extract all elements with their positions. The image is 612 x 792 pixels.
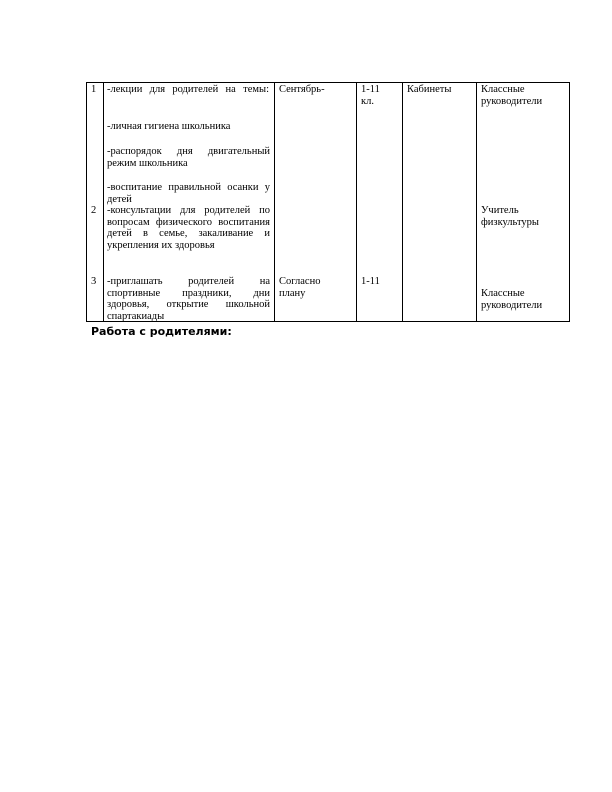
responsible-value: Учитель физкультуры <box>481 205 539 228</box>
activity-line: -консультации для родителей по вопросам физического воспитания детей в семье, закаливание и укрепления их здоровья <box>107 205 270 251</box>
parents-work-table <box>86 82 570 322</box>
table-row <box>87 83 570 322</box>
class-cell <box>357 83 403 322</box>
date-value: Согласно плану <box>279 276 321 299</box>
class-value: 1-11 <box>361 276 380 287</box>
row-number: 3 <box>91 276 97 287</box>
activity-line: -воспитание правильной осанки у детей <box>107 182 270 205</box>
activity-line: -личная гигиена школьника <box>107 121 231 132</box>
responsible-value: Классные руководители <box>481 84 543 107</box>
date-cell <box>275 83 357 322</box>
row-number: 2 <box>91 205 97 216</box>
date-value: Сентябрь- <box>279 84 325 95</box>
activity-cell <box>104 83 275 322</box>
activity-line: -распорядок дня двигательный режим школьника <box>107 146 270 169</box>
class-value: 1-11 кл. <box>361 84 380 107</box>
place-cell <box>403 83 477 322</box>
row-number: 1 <box>91 84 97 95</box>
activity-line: -лекции для родителей на темы: <box>107 84 269 95</box>
place-value: Кабинеты <box>407 84 452 95</box>
responsible-cell <box>477 83 570 322</box>
number-cell <box>87 83 104 322</box>
section-heading: Работа с родителями: <box>91 325 232 338</box>
responsible-value: Классные руководители <box>481 288 543 311</box>
activity-line: -приглашать родителей на спортивные праздники, дни здоровья, открытие школьной спартакиады <box>107 276 270 322</box>
